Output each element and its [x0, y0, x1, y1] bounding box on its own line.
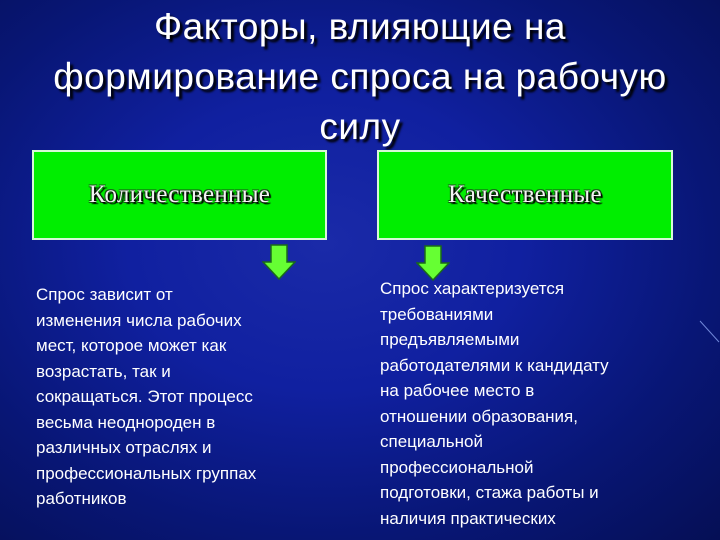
- description-line: различных отраслях и: [36, 438, 212, 457]
- slide-title: [0, 2, 720, 152]
- description-line: специальной: [380, 432, 483, 451]
- slide-title-line-3: силу: [319, 106, 401, 147]
- description-line: на рабочее место в: [380, 381, 535, 400]
- quantitative-description: [36, 282, 331, 512]
- qualitative-factors-label: Качественные: [448, 181, 602, 208]
- description-line: профессиональной: [380, 457, 534, 477]
- description-line: мест, которое может как: [36, 336, 227, 355]
- description-line: требованиями: [380, 304, 494, 324]
- arrow-down-icon: [262, 244, 296, 280]
- description-line: предъявляемыми: [380, 330, 520, 349]
- description-line: Спрос характеризуется: [380, 279, 565, 298]
- qualitative-description: [380, 276, 700, 531]
- description-line: сокращаться. Этот процесс: [36, 387, 253, 406]
- decorative-line: [698, 320, 720, 344]
- quantitative-factors-box: [32, 150, 327, 240]
- description-line: отношении образования,: [380, 406, 578, 426]
- description-line: работодателями к кандидату: [380, 355, 609, 375]
- description-line: изменения числа рабочих: [36, 310, 242, 330]
- description-line: весьма неоднороден в: [36, 412, 216, 432]
- quantitative-factors-label: Количественные: [88, 181, 271, 208]
- description-line: подготовки, стажа работы и: [380, 483, 599, 502]
- description-line: Спрос зависит от: [36, 285, 173, 304]
- slide-title-line-2: формирование спроса на рабочую: [53, 56, 667, 97]
- description-line: возрастать, так и: [36, 361, 171, 381]
- description-line: наличия практических: [380, 508, 556, 528]
- description-line: профессиональных группах: [36, 463, 257, 483]
- qualitative-factors-box: [377, 150, 673, 240]
- slide-title-line-1: Факторы, влияющие на: [154, 6, 566, 47]
- description-line: работников: [36, 489, 127, 508]
